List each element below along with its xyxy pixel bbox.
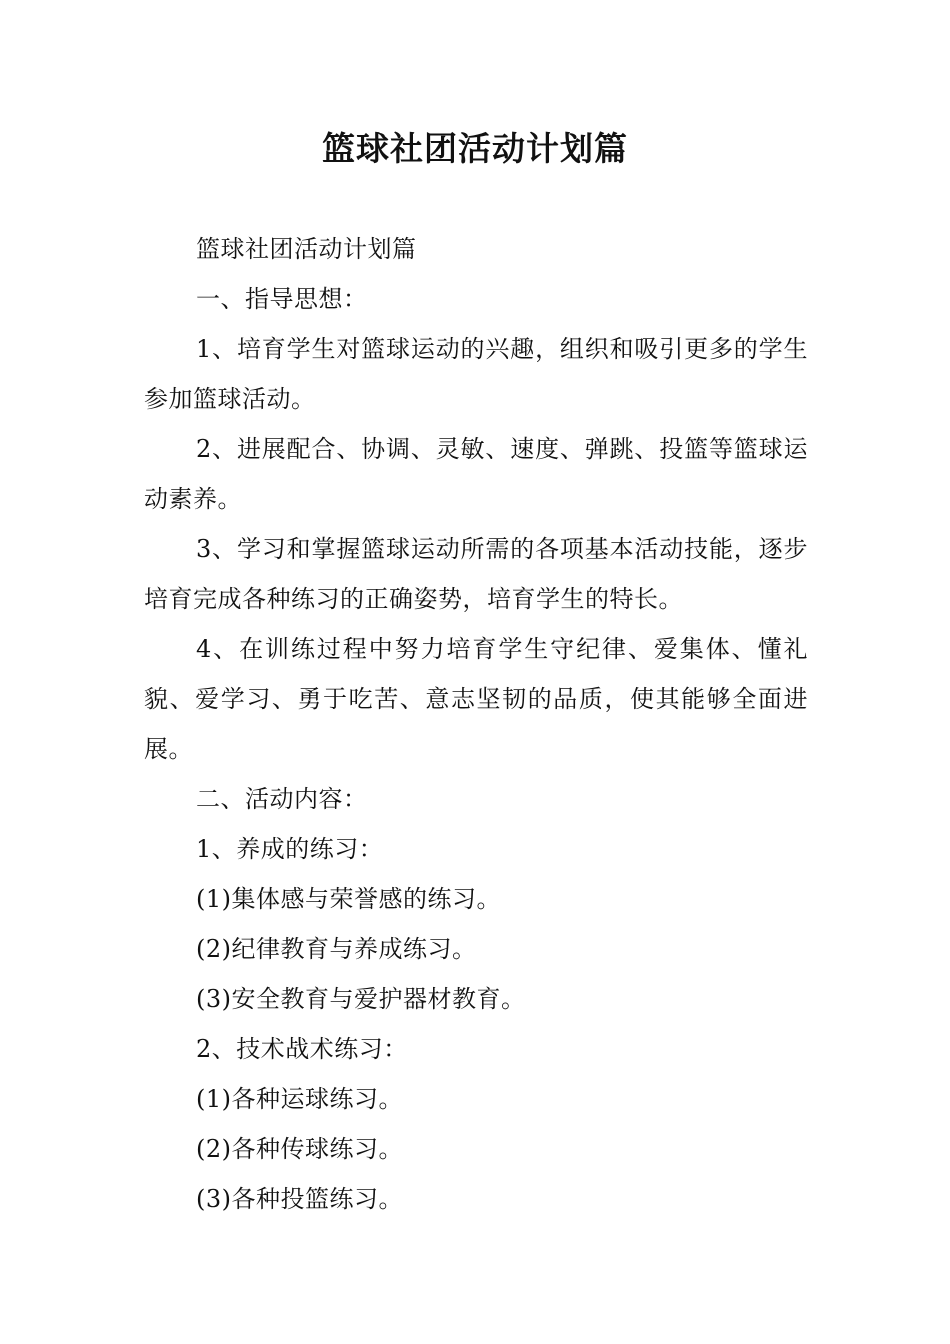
list-item: (2)纪律教育与养成练习。 — [196, 935, 477, 963]
document-title: 篮球社团活动计划篇 — [322, 129, 628, 168]
list-item: (1)集体感与荣誉感的练习。 — [196, 885, 501, 913]
list-item: (3)各种投篮练习。 — [196, 1185, 403, 1213]
document-body — [144, 224, 808, 1224]
paragraph-subtitle: 篮球社团活动计划篇 — [196, 235, 417, 263]
list-item: (1)各种运球练习。 — [196, 1085, 403, 1113]
list-item: (2)各种传球练习。 — [196, 1135, 403, 1163]
paragraph: 2、进展配合、协调、灵敏、速度、弹跳、投篮等篮球运动素养。 — [144, 435, 808, 513]
subsection-heading: 1、养成的练习： — [196, 835, 384, 863]
subsection-heading: 2、技术战术练习： — [196, 1035, 408, 1063]
section-heading-guiding-ideas: 一、指导思想： — [196, 285, 368, 313]
paragraph: 3、学习和掌握篮球运动所需的各项基本活动技能，逐步培育完成各种练习的正确姿势，培育学生的特长。 — [144, 535, 808, 613]
list-item: (3)安全教育与爱护器材教育。 — [196, 985, 526, 1013]
paragraph: 4、在训练过程中努力培育学生守纪律、爱集体、懂礼貌、爱学习、勇于吃苦、意志坚韧的品质，使其能够全面进展。 — [144, 635, 808, 763]
section-heading-activity-content: 二、活动内容： — [196, 785, 368, 813]
paragraph: 1、培育学生对篮球运动的兴趣，组织和吸引更多的学生参加篮球活动。 — [144, 335, 808, 413]
